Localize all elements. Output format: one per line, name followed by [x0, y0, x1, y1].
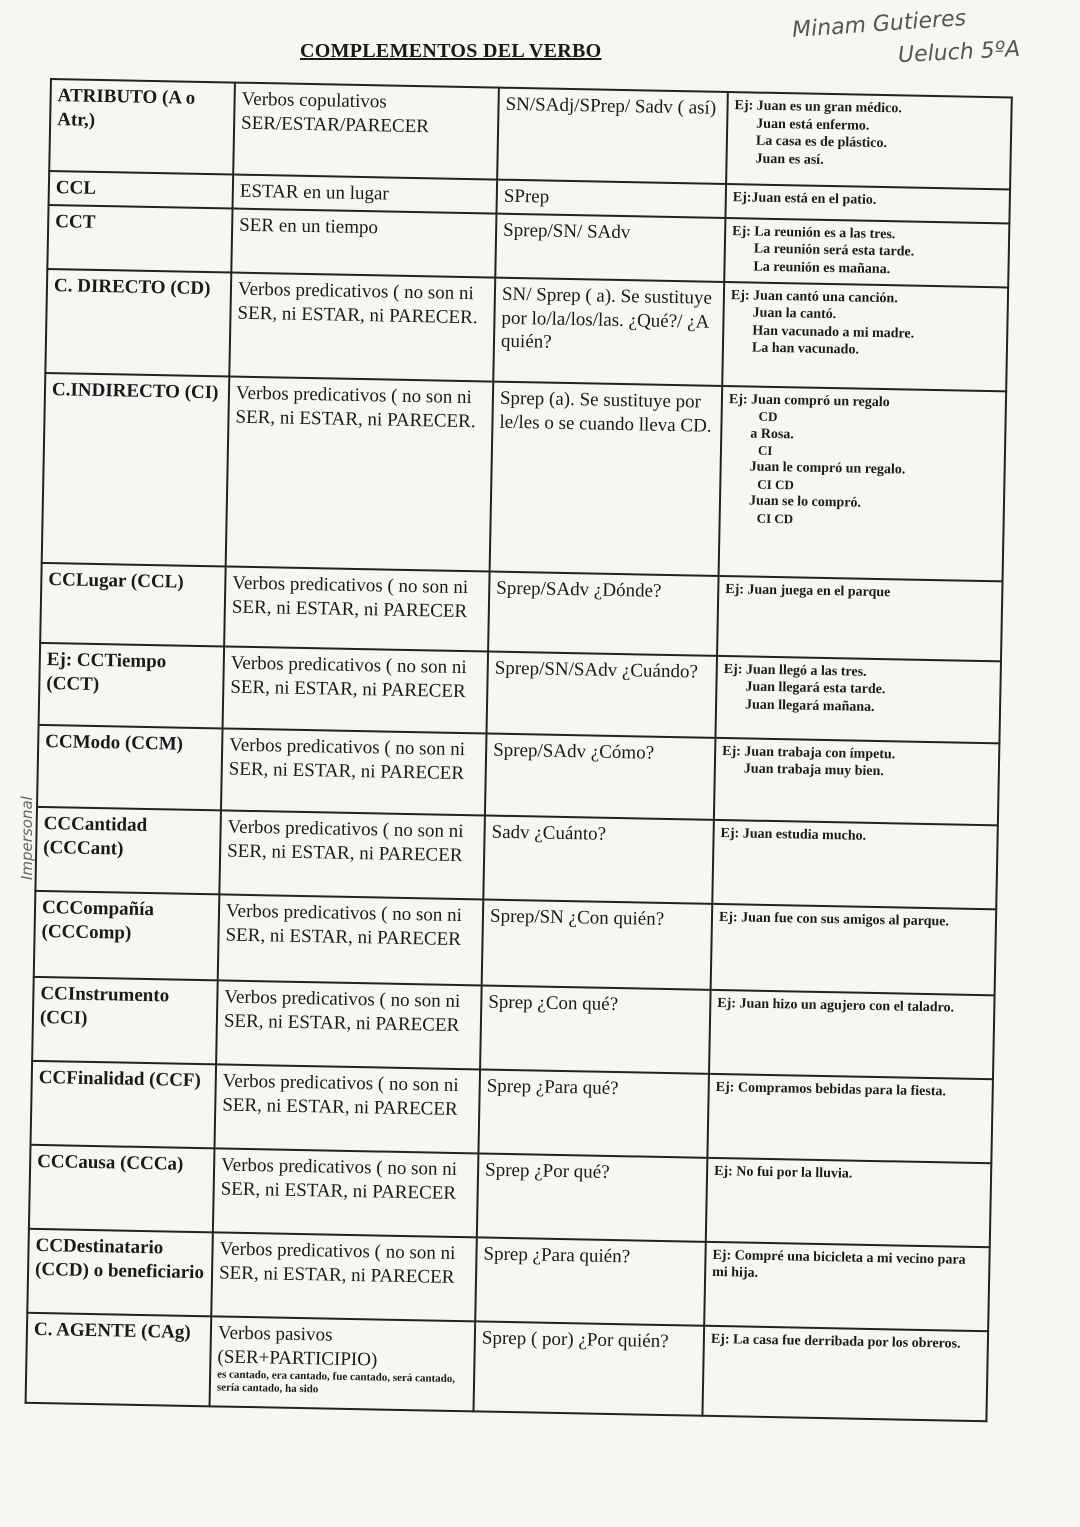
example-line: Ej: Juan llegó a las tres.	[723, 661, 867, 680]
example-line: Ej: Juan estudia mucho.	[720, 825, 867, 844]
example-cell	[704, 1242, 990, 1331]
example-line: La han vacunado.	[751, 340, 860, 358]
table-row	[42, 373, 1006, 581]
syntactic-form: Sprep ( por) ¿Por quién?	[473, 1321, 704, 1415]
verb-complements-sheet	[25, 78, 966, 1421]
verb-type-text: Verbos predicativos ( no son ni SER, ni ESTAR, ni PARECER	[225, 900, 463, 950]
verb-type	[221, 728, 487, 815]
complement-name: ATRIBUTO (A o Atr,)	[49, 79, 235, 175]
verb-type	[231, 208, 496, 277]
verb-type-text: Verbos predicativos ( no son ni SER, ni ESTAR, ni PARECER	[227, 816, 464, 866]
example-line: La casa es de plástico.	[755, 133, 888, 152]
complement-name: CCDestinatario (CCD) o beneficiario	[27, 1229, 213, 1317]
example-line: Juan trabaja muy bien.	[743, 761, 885, 780]
example-line: Ej: Compramos bebidas para la fiesta.	[715, 1079, 947, 1100]
syntactic-form: Sadv ¿Cuánto?	[483, 815, 714, 903]
handwritten-side-note: Impersonal	[18, 796, 36, 880]
syntactic-form: SN/ Sprep ( a). Se sustituye por lo/la/los/las. ¿Qué?/ ¿A quién?	[493, 277, 724, 385]
verb-type-text: Verbos predicativos ( no son ni SER, ni ESTAR, ni PARECER	[222, 1070, 459, 1120]
verb-type	[233, 83, 499, 180]
example-line: Ej: Juan es un gran médico.	[734, 98, 902, 117]
verb-type	[219, 810, 485, 899]
syntactic-form: Sprep ¿Por qué?	[477, 1153, 708, 1241]
verb-type-text: Verbos predicativos ( no son ni SER, ni ESTAR, ni PARECER	[230, 652, 467, 702]
example-line: La reunión es mañana.	[753, 259, 891, 277]
syntactic-form: Sprep/SN ¿Con quién?	[482, 899, 713, 989]
syntactic-form: Sprep/SAdv ¿Cómo?	[485, 733, 716, 819]
syntactic-form: Sprep (a). Se sustituye por le/les o se cuando lleva CD.	[490, 381, 723, 575]
verb-type	[229, 272, 495, 381]
syntactic-form: Sprep/SN/ SAdv	[495, 213, 725, 281]
example-cell	[712, 820, 998, 909]
verb-type	[213, 1148, 479, 1237]
syntactic-form: Sprep/SAdv ¿Dónde?	[488, 571, 718, 655]
verb-type-text: Verbos predicativos ( no son ni SER, ni ESTAR, ni PARECER.	[235, 382, 476, 432]
example-line: Juan la cantó.	[752, 305, 837, 323]
verb-type	[218, 894, 484, 985]
verb-type-note: es cantado, era cantado, fue cantado, será cantado, sería cantado, ha sido	[216, 1368, 456, 1396]
verb-type	[233, 175, 498, 214]
example-cell	[719, 386, 1007, 581]
example-label: CD	[758, 408, 778, 425]
complement-name: C. DIRECTO (CD)	[45, 269, 231, 377]
verb-type-text: Verbos predicativos ( no son ni SER, ni ESTAR, ni PARECER	[223, 986, 461, 1036]
example-label: CI CD	[756, 510, 794, 526]
example-line: Ej: Juan trabaja con ímpetu.	[722, 743, 896, 763]
complement-name: C. AGENTE (CAg)	[26, 1313, 212, 1407]
complement-name: C.INDIRECTO (CI)	[42, 373, 230, 566]
example-line: Ej: Juan fue con sus amigos al parque.	[718, 909, 950, 930]
verb-type	[211, 1232, 477, 1321]
example-cell	[706, 1158, 992, 1247]
verb-type	[216, 980, 482, 1069]
example-cell	[725, 184, 1010, 223]
example-cell	[724, 218, 1009, 287]
verb-type	[223, 646, 489, 733]
example-line: Juan está enfermo.	[756, 116, 870, 134]
syntactic-form: Sprep ¿Para quién?	[475, 1237, 706, 1325]
example-label: CI	[757, 442, 773, 458]
example-cell	[714, 738, 1000, 825]
complement-name: CCL	[49, 171, 234, 208]
syntactic-form: Sprep ¿Para qué?	[478, 1069, 709, 1157]
example-line: Juan es así.	[755, 151, 824, 168]
complement-name: CCLugar (CCL)	[40, 563, 226, 647]
example-cell	[709, 990, 995, 1079]
example-cell	[715, 656, 1001, 743]
example-cell	[707, 1074, 993, 1163]
example-line: Ej: Juan juega en el parque	[725, 581, 891, 600]
complement-name: CCCompañía (CCComp)	[34, 891, 220, 981]
example-line: Ej: Juan compró un regalo	[728, 391, 890, 410]
example-cell	[711, 904, 997, 995]
example-cell	[726, 92, 1012, 189]
example-line: Ej: Juan cantó una canción.	[730, 287, 898, 307]
complement-name: CCFinalidad (CCF)	[31, 1061, 217, 1149]
syntactic-form: SN/SAdj/SPrep/ Sadv ( así)	[497, 88, 728, 184]
verb-type-text: SER en un tiempo	[239, 214, 379, 239]
table-row	[45, 269, 1008, 391]
verb-type	[210, 1316, 476, 1411]
verb-type-text: Verbos pasivos (SER+PARTICIPIO)	[217, 1322, 378, 1371]
verb-type-text: Verbos copulativos SER/ESTAR/PARECER	[240, 88, 430, 138]
verb-type	[226, 376, 494, 571]
example-line: a Rosa.	[750, 426, 795, 442]
example-line: Ej: Juan hizo un agujero con el taladro.	[717, 995, 955, 1016]
example-cell	[722, 282, 1008, 391]
complements-table	[25, 78, 1013, 1422]
example-line: Ej:Juan está en el patio.	[732, 190, 877, 208]
page-title: COMPLEMENTOS DEL VERBO	[300, 40, 602, 62]
complement-name: CCCantidad (CCCant)	[35, 807, 221, 895]
verb-type-text: Verbos predicativos ( no son ni SER, ni ESTAR, ni PARECER	[231, 572, 469, 622]
verb-type-text: ESTAR en un lugar	[239, 180, 389, 205]
example-line: Ej: La reunión es a las tres.	[732, 223, 896, 243]
complement-name: CCModo (CCM)	[37, 725, 223, 811]
example-line: Juan se lo compró.	[748, 493, 862, 511]
example-cell	[702, 1326, 988, 1421]
example-cell	[717, 576, 1002, 661]
table-row	[26, 1313, 989, 1421]
example-line: Han vacunado a mi madre.	[752, 323, 915, 342]
example-line: Ej: La casa fue derribada por los obreros.	[710, 1331, 961, 1352]
example-line: Juan le compró un regalo.	[749, 459, 906, 478]
verb-type	[214, 1064, 480, 1153]
handwritten-name: Minam Gutieres	[791, 5, 967, 44]
syntactic-form: Sprep ¿Con qué?	[480, 985, 711, 1073]
complement-name: CCCausa (CCCa)	[29, 1145, 215, 1233]
verb-type-text: Verbos predicativos ( no son ni SER, ni ESTAR, ni PARECER.	[237, 278, 478, 328]
example-line: La reunión será esta tarde.	[753, 241, 915, 260]
verb-type	[224, 566, 489, 651]
handwritten-class: Ueluch 5ºA	[897, 36, 1021, 69]
complement-name: CCInstrumento (CCI)	[32, 977, 218, 1065]
complement-name: CCT	[47, 205, 232, 273]
complement-name: Ej: CCTiempo (CCT)	[39, 643, 225, 729]
example-line: Juan llegará esta tarde.	[745, 679, 886, 698]
verb-type-text: Verbos predicativos ( no son ni SER, ni ESTAR, ni PARECER	[218, 1238, 456, 1288]
syntactic-form: Sprep/SN/SAdv ¿Cuándo?	[487, 651, 718, 737]
verb-type-text: Verbos predicativos ( no son ni SER, ni ESTAR, ni PARECER	[220, 1154, 458, 1204]
example-line: Ej: Compré una bicicleta a mi vecino para mi hija.	[712, 1247, 966, 1282]
syntactic-form: SPrep	[496, 180, 726, 218]
example-line: Ej: No fui por la lluvia.	[713, 1163, 853, 1182]
example-line: Juan llegará mañana.	[744, 697, 875, 715]
verb-type-text: Verbos predicativos ( no son ni SER, ni ESTAR, ni PARECER	[228, 734, 466, 784]
example-label: CI CD	[757, 476, 794, 493]
